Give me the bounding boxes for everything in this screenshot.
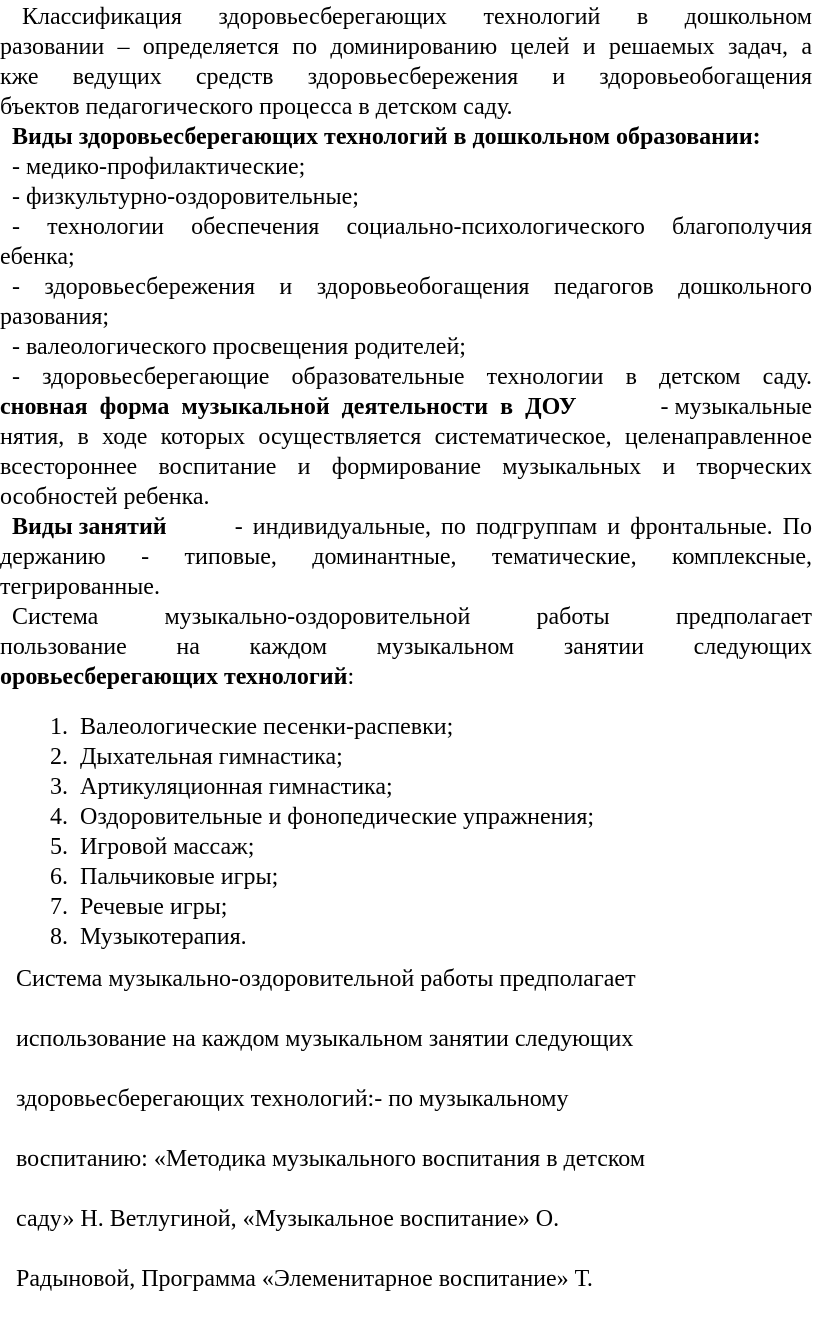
- list-item-number: 7.: [50, 894, 68, 920]
- final-line-3: здоровьесберегающих технологий:- по музыкальному: [16, 1086, 569, 1112]
- list-item: [0, 892, 812, 922]
- list-item-text: Валеологические песенки-распевки;: [80, 714, 454, 740]
- system-line-1: Система музыкально-оздоровительной работы предполагает: [12, 604, 812, 630]
- system-colon: :: [347, 664, 355, 690]
- type-item-4-line-1: - здоровьесбережения и здоровьеобогащения педагогов дошкольного: [12, 274, 812, 300]
- final-line-6: Радыновой, Программа «Элеменитарное воспитание» Т.: [16, 1266, 593, 1292]
- list-item: [0, 772, 812, 802]
- list-item: [0, 832, 812, 862]
- lesson-types-line-2: держанию - типовые, доминантные, тематические, комплексные,: [0, 544, 812, 570]
- technology-types-heading: Виды здоровьесберегающих технологий в дошкольном образовании:: [12, 124, 761, 150]
- main-form-line-3: всестороннее воспитание и формирование музыкальных и творческих: [0, 454, 812, 480]
- type-item-3-line-2: ебенка;: [0, 244, 75, 270]
- list-item-number: 1.: [50, 714, 68, 740]
- intro-line-4: бъектов педагогического процесса в детском саду.: [0, 94, 513, 120]
- list-item-number: 3.: [50, 774, 68, 800]
- list-item-text: Дыхательная гимнастика;: [80, 744, 343, 770]
- system-line-3: [0, 662, 354, 692]
- system-technologies-label: оровьесберегающих технологий: [0, 664, 348, 690]
- lesson-types-line-1-rest: - индивидуальные, по подгруппам и фронтальные. По: [234, 514, 812, 540]
- list-item: [0, 922, 812, 952]
- lesson-types-heading: Виды занятий: [12, 514, 167, 540]
- type-item-4-line-2: разования;: [0, 304, 110, 330]
- list-item-text: Пальчиковые игры;: [80, 864, 279, 890]
- final-line-2: использование на каждом музыкальном занятии следующих: [16, 1026, 634, 1052]
- type-item-1: - медико-профилактические;: [12, 154, 306, 180]
- list-item-text: Оздоровительные и фонопедические упражнения;: [80, 804, 595, 830]
- main-form-line-1: [0, 392, 812, 422]
- lesson-types-line-3: тегрированные.: [0, 574, 160, 600]
- type-item-3-line-1: - технологии обеспечения социально-психологического благополучия: [12, 214, 812, 240]
- final-line-1: Система музыкально-оздоровительной работы предполагает: [16, 966, 636, 992]
- system-line-2: пользование на каждом музыкальном занятии следующих: [0, 634, 812, 660]
- main-form-line-1-rest: - музыкальные: [660, 394, 812, 420]
- intro-line-1: Классификация здоровьесберегающих технологий в дошкольном: [22, 4, 812, 30]
- main-form-line-2: нятия, в ходе которых осуществляется систематическое, целенаправленное: [0, 424, 812, 450]
- list-item: [0, 802, 812, 832]
- list-item-text: Музыкотерапия.: [80, 924, 247, 950]
- type-item-5: - валеологического просвещения родителей;: [12, 334, 466, 360]
- list-item-number: 5.: [50, 834, 68, 860]
- lesson-types-line-1: [12, 512, 812, 542]
- list-item: [0, 742, 812, 772]
- list-item-text: Речевые игры;: [80, 894, 228, 920]
- list-item-text: Игровой массаж;: [80, 834, 255, 860]
- list-item-number: 4.: [50, 804, 68, 830]
- intro-line-3: кже ведущих средств здоровьесбережения и здоровьеобогащения: [0, 64, 812, 90]
- type-item-2: - физкультурно-оздоровительные;: [12, 184, 359, 210]
- type-item-6: - здоровьесберегающие образовательные технологии в детском саду.: [12, 364, 812, 390]
- list-item: [0, 712, 812, 742]
- final-line-5: саду» Н. Ветлугиной, «Музыкальное воспитание» О.: [16, 1206, 560, 1232]
- main-form-heading: сновная форма музыкальной деятельности в ДОУ: [0, 394, 577, 420]
- intro-line-2: разовании – определяется по доминированию целей и решаемых задач, а: [0, 34, 812, 60]
- list-item-number: 2.: [50, 744, 68, 770]
- final-line-4: воспитанию: «Методика музыкального воспитания в детском: [16, 1146, 646, 1172]
- list-item-number: 8.: [50, 924, 68, 950]
- main-form-line-4: особностей ребенка.: [0, 484, 210, 510]
- list-item: [0, 862, 812, 892]
- list-item-text: Артикуляционная гимнастика;: [80, 774, 393, 800]
- list-item-number: 6.: [50, 864, 68, 890]
